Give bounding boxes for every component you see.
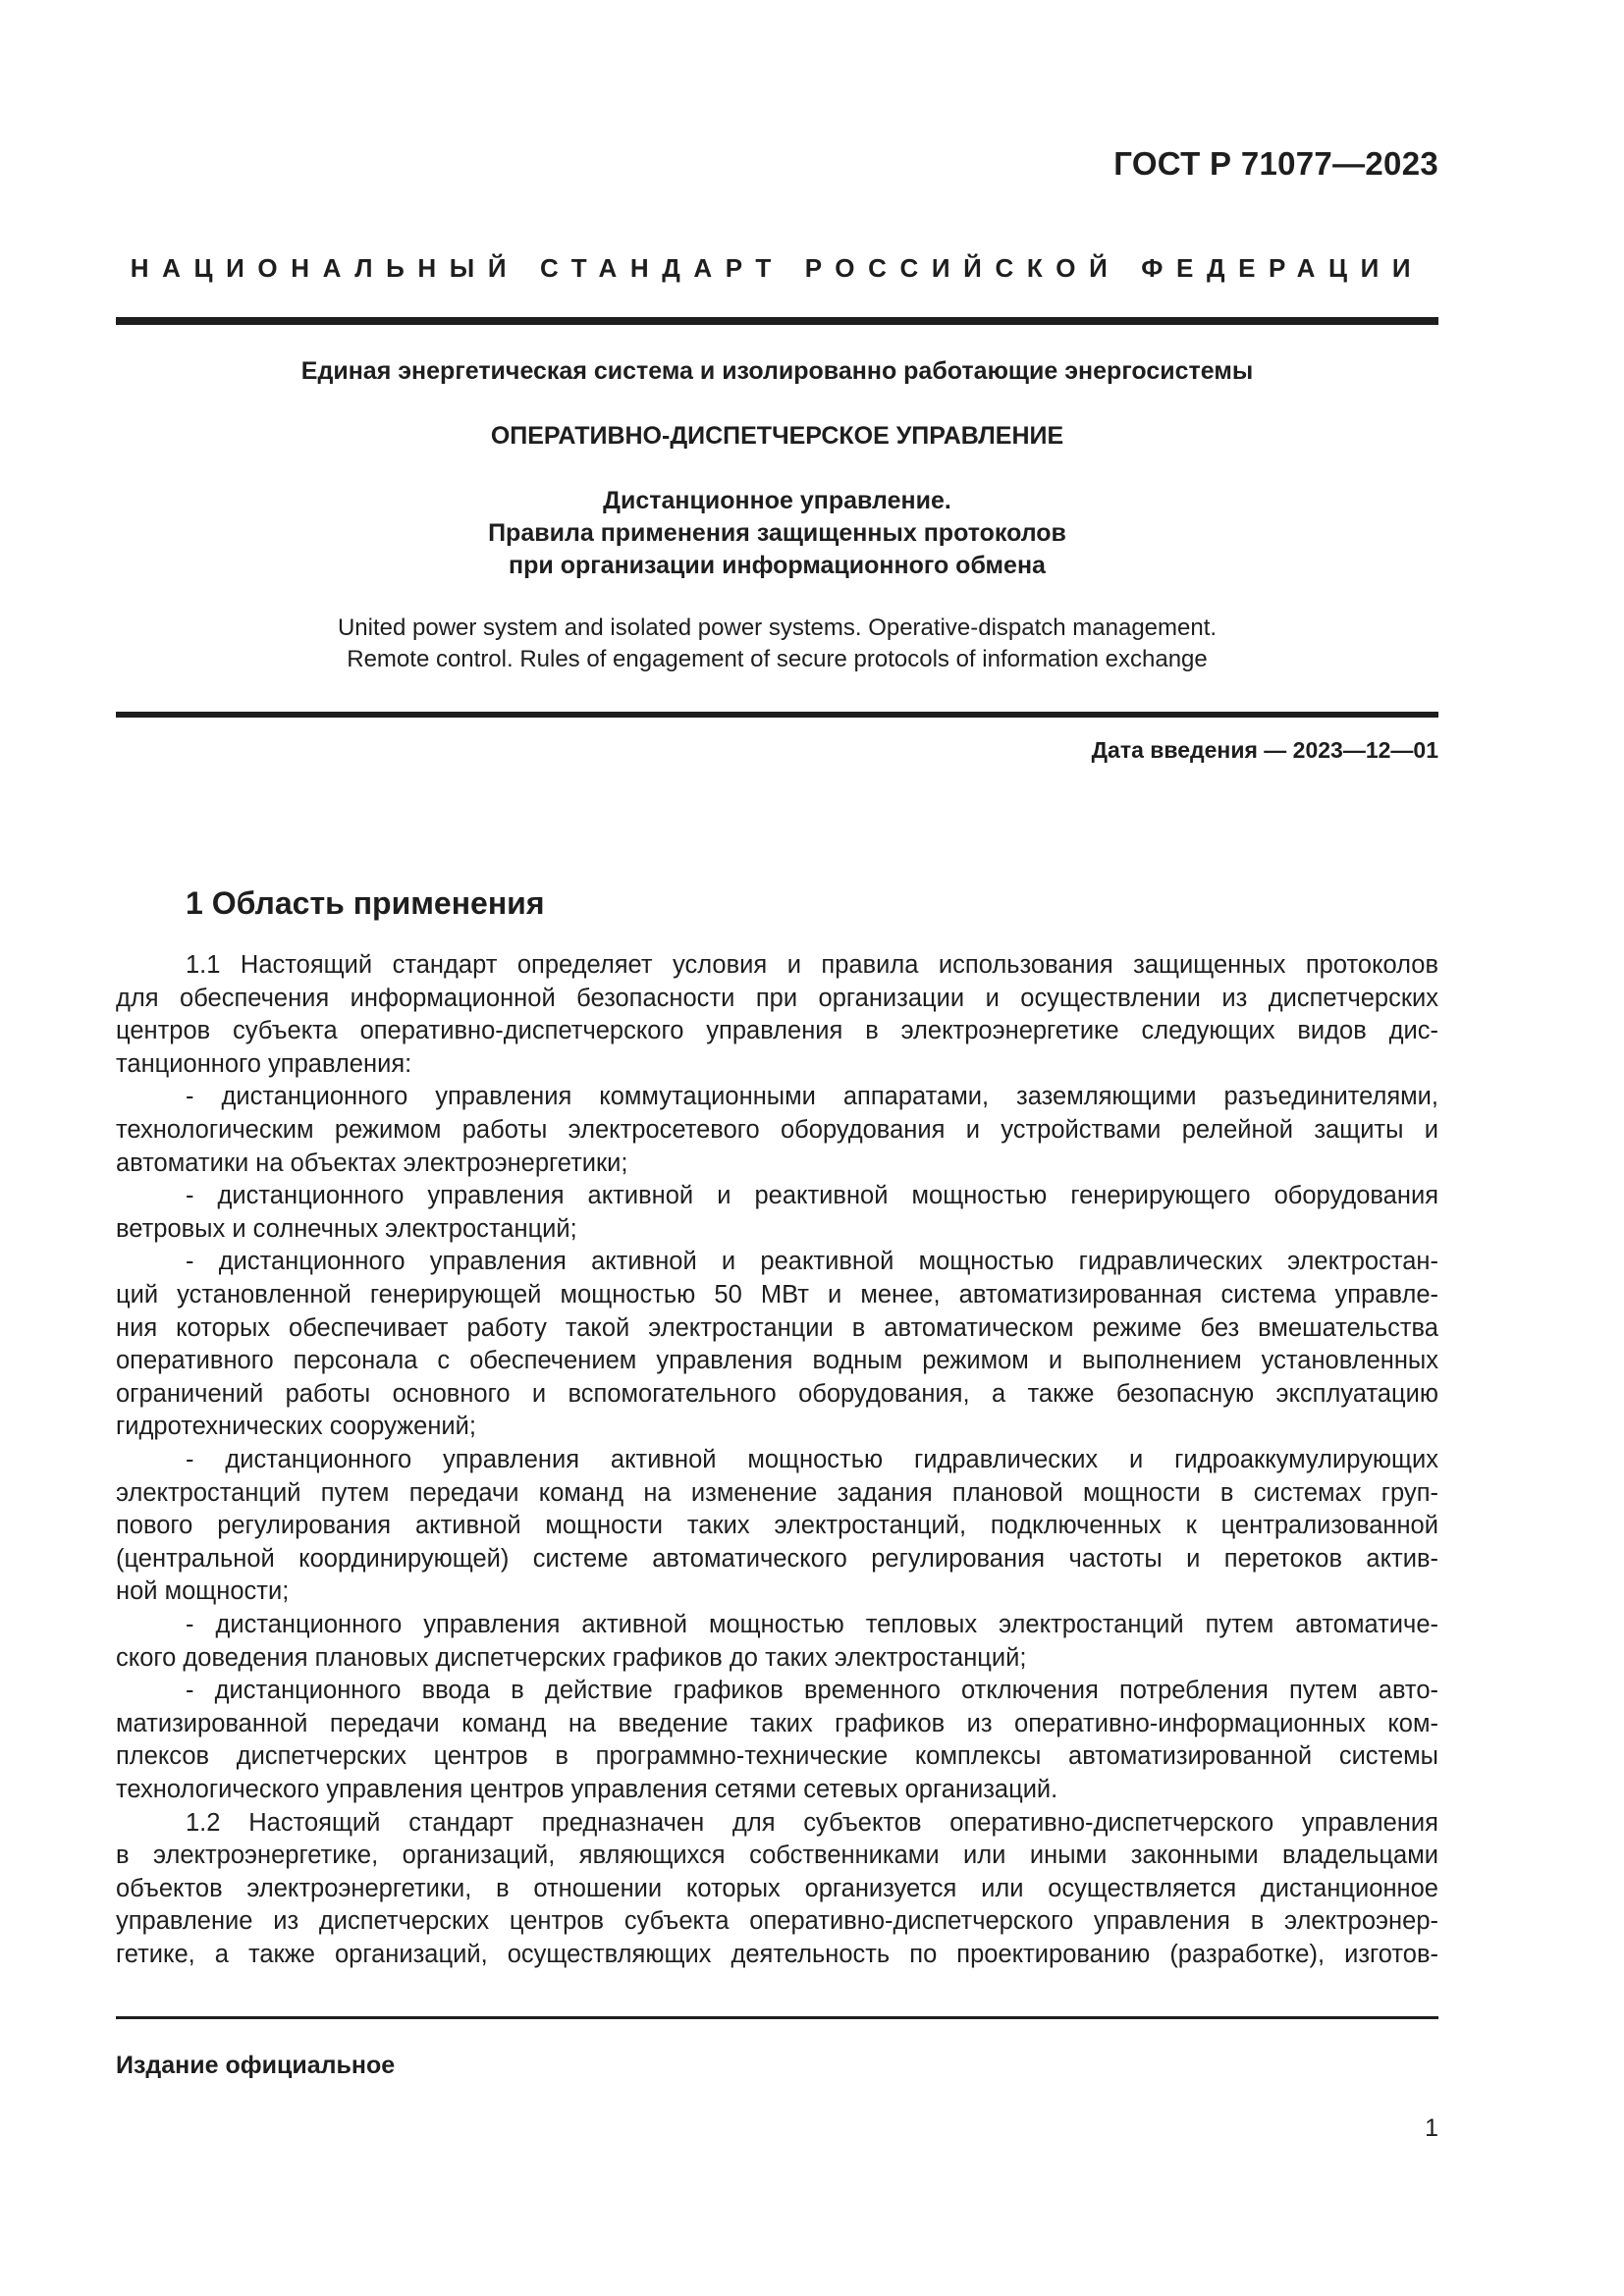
body-line: - дистанционного управления активной и реактивной мощностью гидравлических электростан-: [186, 1248, 1438, 1276]
edition-label: Издание официальное: [116, 2052, 396, 2079]
body-line: ной мощности;: [116, 1577, 290, 1606]
body-line: ограничений работы основного и вспомогательного оборудования, а также безопасную эксплуатацию: [116, 1379, 1438, 1408]
body-line: матизированной передачи команд на введение таких графиков из оперативно-информационных ком-: [116, 1709, 1438, 1737]
english-title-line-2: Remote control. Rules of engagement of secure protocols of information exchange: [347, 646, 1208, 672]
body-line: - дистанционного управления активной мощностью гидравлических и гидроаккумулирующих: [186, 1446, 1438, 1473]
body-line: объектов электроэнергетики, в отношении которых организуется или осуществляется дистанционное: [116, 1874, 1438, 1902]
body-line: гидротехнических сооружений;: [116, 1413, 476, 1441]
body-line: - дистанционного управления коммутационными аппаратами, заземляющими разъединителями,: [186, 1083, 1438, 1111]
body-line: ского доведения плановых диспетчерских графиков до таких электростанций;: [116, 1643, 1027, 1672]
body-line: технологическим режимом работы электросетевого оборудования и устройствами релейной защиты и: [116, 1116, 1438, 1144]
body-line: танционного управления:: [116, 1049, 412, 1078]
intro-date: Дата введения — 2023—12—01: [1091, 737, 1438, 763]
body-line: ния которых обеспечивает работу такой электростанции в автоматическом режиме без вмешательства: [116, 1313, 1438, 1342]
body-line: гетике, а также организаций, осуществляющих деятельность по проектированию (разработке), изготов-: [116, 1941, 1438, 1968]
body-line: ций установленной генерирующей мощностью 50 МВт и менее, автоматизированная система управле-: [116, 1281, 1438, 1308]
english-title-line-1: United power system and isolated power systems. Operative-dispatch management.: [337, 614, 1218, 641]
body-line: технологического управления центров управления сетями сетевых организаций.: [116, 1776, 1058, 1803]
body-line: центров субъекта оперативно-диспетчерского управления в электроэнергетике следующих видов дис-: [116, 1017, 1438, 1045]
body-line: - дистанционного управления активной и реактивной мощностью генерирующего оборудования: [186, 1182, 1438, 1210]
national-standard-banner: НАЦИОНАЛЬНЫЙ СТАНДАРТ РОССИЙСКОЙ ФЕДЕРАЦИИ: [130, 253, 1425, 283]
body-line: управление из диспетчерских центров субъекта оперативно-диспетчерского управления в электроэнер-: [116, 1907, 1438, 1936]
title-line-5: при организации информационного обмена: [509, 552, 1046, 579]
body-line: оперативного персонала с обеспечением управления водным режимом и выполнением установленных: [116, 1347, 1438, 1375]
section-heading: 1 Область применения: [186, 885, 545, 921]
top-divider: [116, 317, 1438, 325]
body-line: 1.2 Настоящий стандарт предназначен для субъектов оперативно-диспетчерского управления: [186, 1808, 1438, 1837]
footer-divider: [116, 2016, 1438, 2019]
body-line: (центральной координирующей) системе автоматического регулирования частоты и перетоков актив-: [116, 1544, 1438, 1573]
body-line: - дистанционного ввода в действие графиков временного отключения потребления путем авто-: [186, 1677, 1438, 1705]
title-line-4: Правила применения защищенных протоколов: [488, 519, 1066, 547]
body-line: автоматики на объектах электроэнергетики;: [116, 1148, 628, 1177]
body-line: пового регулирования активной мощности таких электростанций, подключенных к централизованной: [116, 1512, 1438, 1540]
body-line: для обеспечения информационной безопасности при организации и осуществлении из диспетчерских: [116, 984, 1438, 1012]
body-line: 1.1 Настоящий стандарт определяет условия и правила использования защищенных протоколов: [186, 951, 1438, 979]
title-divider: [116, 712, 1438, 718]
page-number: 1: [1425, 2114, 1438, 2142]
body-line: плексов диспетчерских центров в программно-технические комплексы автоматизированной системы: [116, 1742, 1438, 1771]
body-line: в электроэнергетике, организаций, являющихся собственниками или иными законными владельцами: [116, 1842, 1438, 1870]
title-line-3: Дистанционное управление.: [603, 487, 951, 514]
gost-code: ГОСТ Р 71077—2023: [1113, 145, 1438, 182]
title-line-1: Единая энергетическая система и изолированно работающие энергосистемы: [300, 357, 1254, 385]
title-line-2: ОПЕРАТИВНО-ДИСПЕТЧЕРСКОЕ УПРАВЛЕНИЕ: [490, 422, 1064, 450]
body-line: ветровых и солнечных электростанций;: [116, 1214, 577, 1243]
body-line: электростанций путем передачи команд на изменение задания плановой мощности в системах груп-: [116, 1478, 1438, 1507]
body-line: - дистанционного управления активной мощностью тепловых электростанций путем автоматиче-: [186, 1611, 1438, 1638]
